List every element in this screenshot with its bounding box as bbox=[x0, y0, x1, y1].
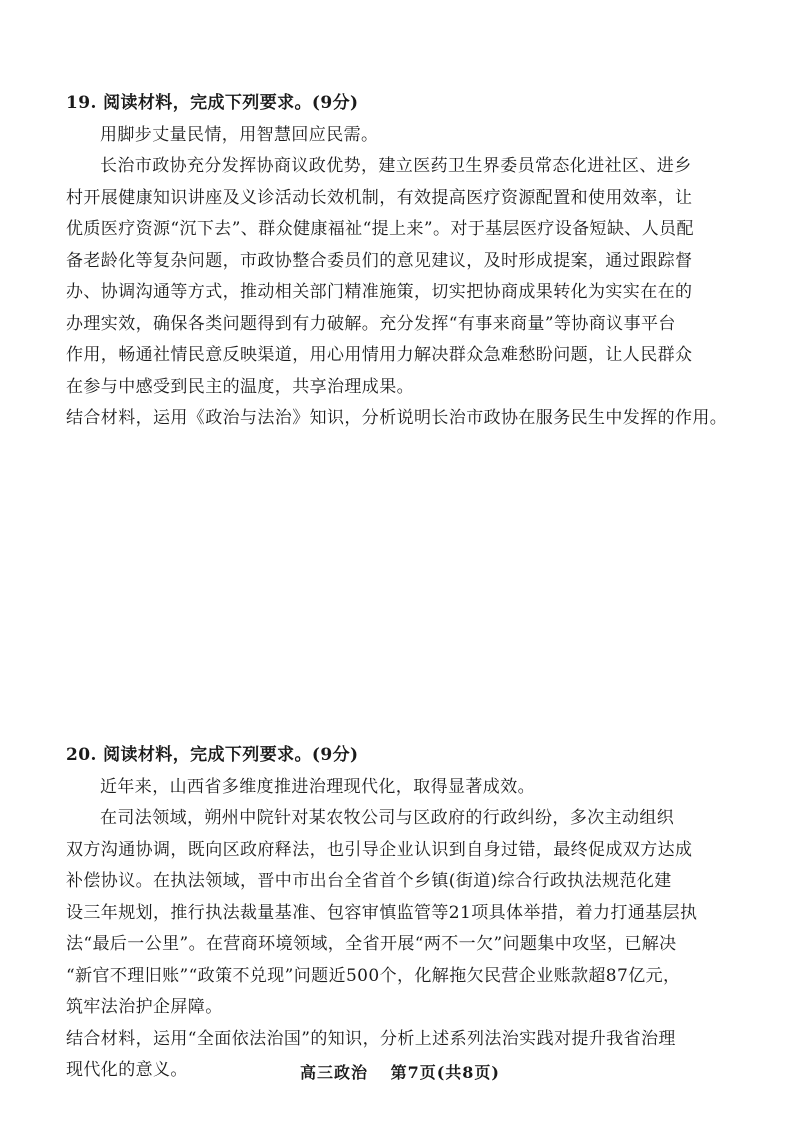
footer-subject: 高三政治 bbox=[299, 1063, 368, 1082]
material-line: 备老龄化等复杂问题，市政协整合委员们的意见建议，及时形成提案，通过跟踪督 bbox=[66, 250, 693, 271]
question-heading: 20. 阅读材料，完成下列要求。(9分) bbox=[66, 745, 359, 765]
material-line: 办、协调沟通等方式，推动相关部门精准施策，切实把协商成果转化为实实在在的 bbox=[66, 282, 693, 302]
material-line: 村开展健康知识讲座及义诊活动长效机制，有效提高医疗资源配置和使用效率，让 bbox=[66, 187, 693, 208]
footer-page-number: 第7页(共8页) bbox=[390, 1063, 500, 1082]
question-heading: 19. 阅读材料，完成下列要求。(9分) bbox=[66, 93, 359, 113]
question-19 bbox=[66, 88, 756, 435]
question-lead: 用脚步丈量民情，用智慧回应民需。 bbox=[100, 124, 379, 145]
question-task: 结合材料，运用“全面依法治国”的知识，分析上述系列法治实践对提升我省治理 bbox=[66, 1028, 676, 1049]
material-line: 在司法领域，朔州中院针对某农牧公司与区政府的行政纠纷，多次主动组织 bbox=[100, 808, 675, 828]
question-task: 结合材料，运用《政治与法治》知识，分析说明长治市政协在服务民生中发挥的作用。 bbox=[66, 408, 728, 428]
material-line: 法“最后一公里”。在营商环境领域，全省开展“两不一欠”问题集中攻坚，已解决 bbox=[66, 934, 677, 954]
material-line: 设三年规划，推行执法裁量基准、包容审慎监管等21项具体举措，着力打通基层执 bbox=[66, 902, 698, 923]
question-20 bbox=[66, 740, 756, 1087]
material-line: 补偿协议。在执法领域，晋中市出台全省首个乡镇(街道)综合行政执法规范化建 bbox=[66, 871, 672, 891]
material-line: “新官不理旧账”“政策不兑现”问题近500个，化解拖欠民营企业账款超87亿元， bbox=[66, 965, 681, 986]
question-lead: 近年来，山西省多维度推进治理现代化，取得显著成效。 bbox=[100, 776, 535, 797]
material-line: 长治市政协充分发挥协商议政优势，建立医药卫生界委员常态化进社区、进乡 bbox=[100, 156, 692, 176]
material-line: 筑牢法治护企屏障。 bbox=[66, 997, 223, 1017]
material-line: 在参与中感受到民主的温度，共享治理成果。 bbox=[66, 376, 414, 397]
question-task: 现代化的意义。 bbox=[66, 1060, 188, 1080]
page-footer bbox=[0, 1060, 800, 1083]
material-line: 作用，畅通社情民意反映渠道，用心用情用力解决群众急难愁盼问题，让人民群众 bbox=[66, 345, 693, 365]
material-line: 双方沟通协调，既向区政府释法，也引导企业认识到自身过错，最终促成双方达成 bbox=[66, 839, 693, 860]
material-line: 办理实效，确保各类问题得到有力破解。充分发挥“有事来商量”等协商议事平台 bbox=[66, 313, 676, 334]
material-line: 优质医疗资源“沉下去”、群众健康福祉“提上来”。对于基层医疗设备短缺、人员配 bbox=[66, 219, 694, 239]
